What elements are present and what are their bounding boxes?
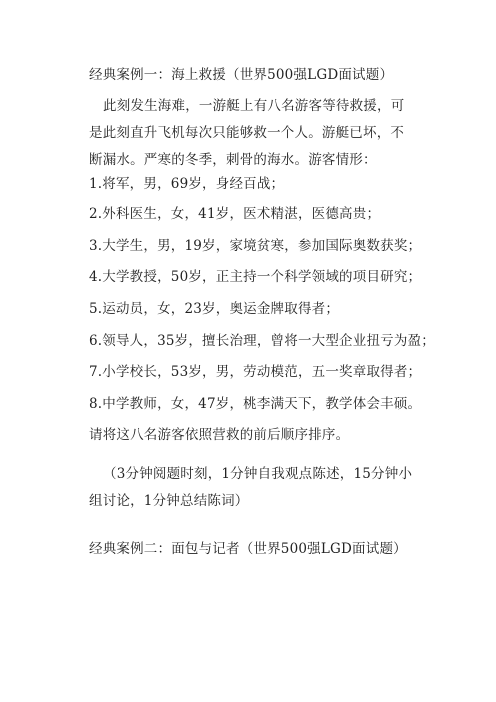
list-item: 7.小学校长，53岁，男，劳动模范，五一奖章取得者； [89,364,422,380]
case1-title: 经典案例一：海上救援（世界500强LGD面试题） [89,67,394,83]
list-item: 6.领导人，35岁，擅长治理，曾将一大型企业扭亏为盈； [89,333,435,349]
case1-intro-paragraph: 此刻发生海难，一游艇上有八名游客等待救援，可是此刻直升飞机每次只能够救一个人。游艇已坏，不断漏水。严寒的冬季，刺骨的海水。游客情形： [89,98,405,168]
list-item: 5.运动员，女，23岁，奥运金牌取得者； [89,301,340,317]
timing-paragraph: （3分钟阅题时刻，1分钟自我观点陈述，15分钟小组讨论，1分钟总结陈词） [89,466,413,509]
instruction-text: 请将这八名游客依照营救的前后顺序排序。 [89,427,350,443]
case2-title: 经典案例二：面包与记者（世界500强LGD面试题） [89,541,407,557]
list-item: 4.大学教授，50岁，正主持一个科学领域的项目研究； [89,269,422,285]
list-item: 2.外科医生，女，41岁，医术精湛，医德高贵； [89,206,381,222]
list-item: 3.大学生，男，19岁，家境贫寒，参加国际奥数获奖； [89,238,422,254]
list-item: 1.将军，男，69岁，身经百战； [89,176,285,192]
list-item: 8.中学教师，女，47岁，桃李满天下，教学体会丰硕。 [89,396,422,412]
